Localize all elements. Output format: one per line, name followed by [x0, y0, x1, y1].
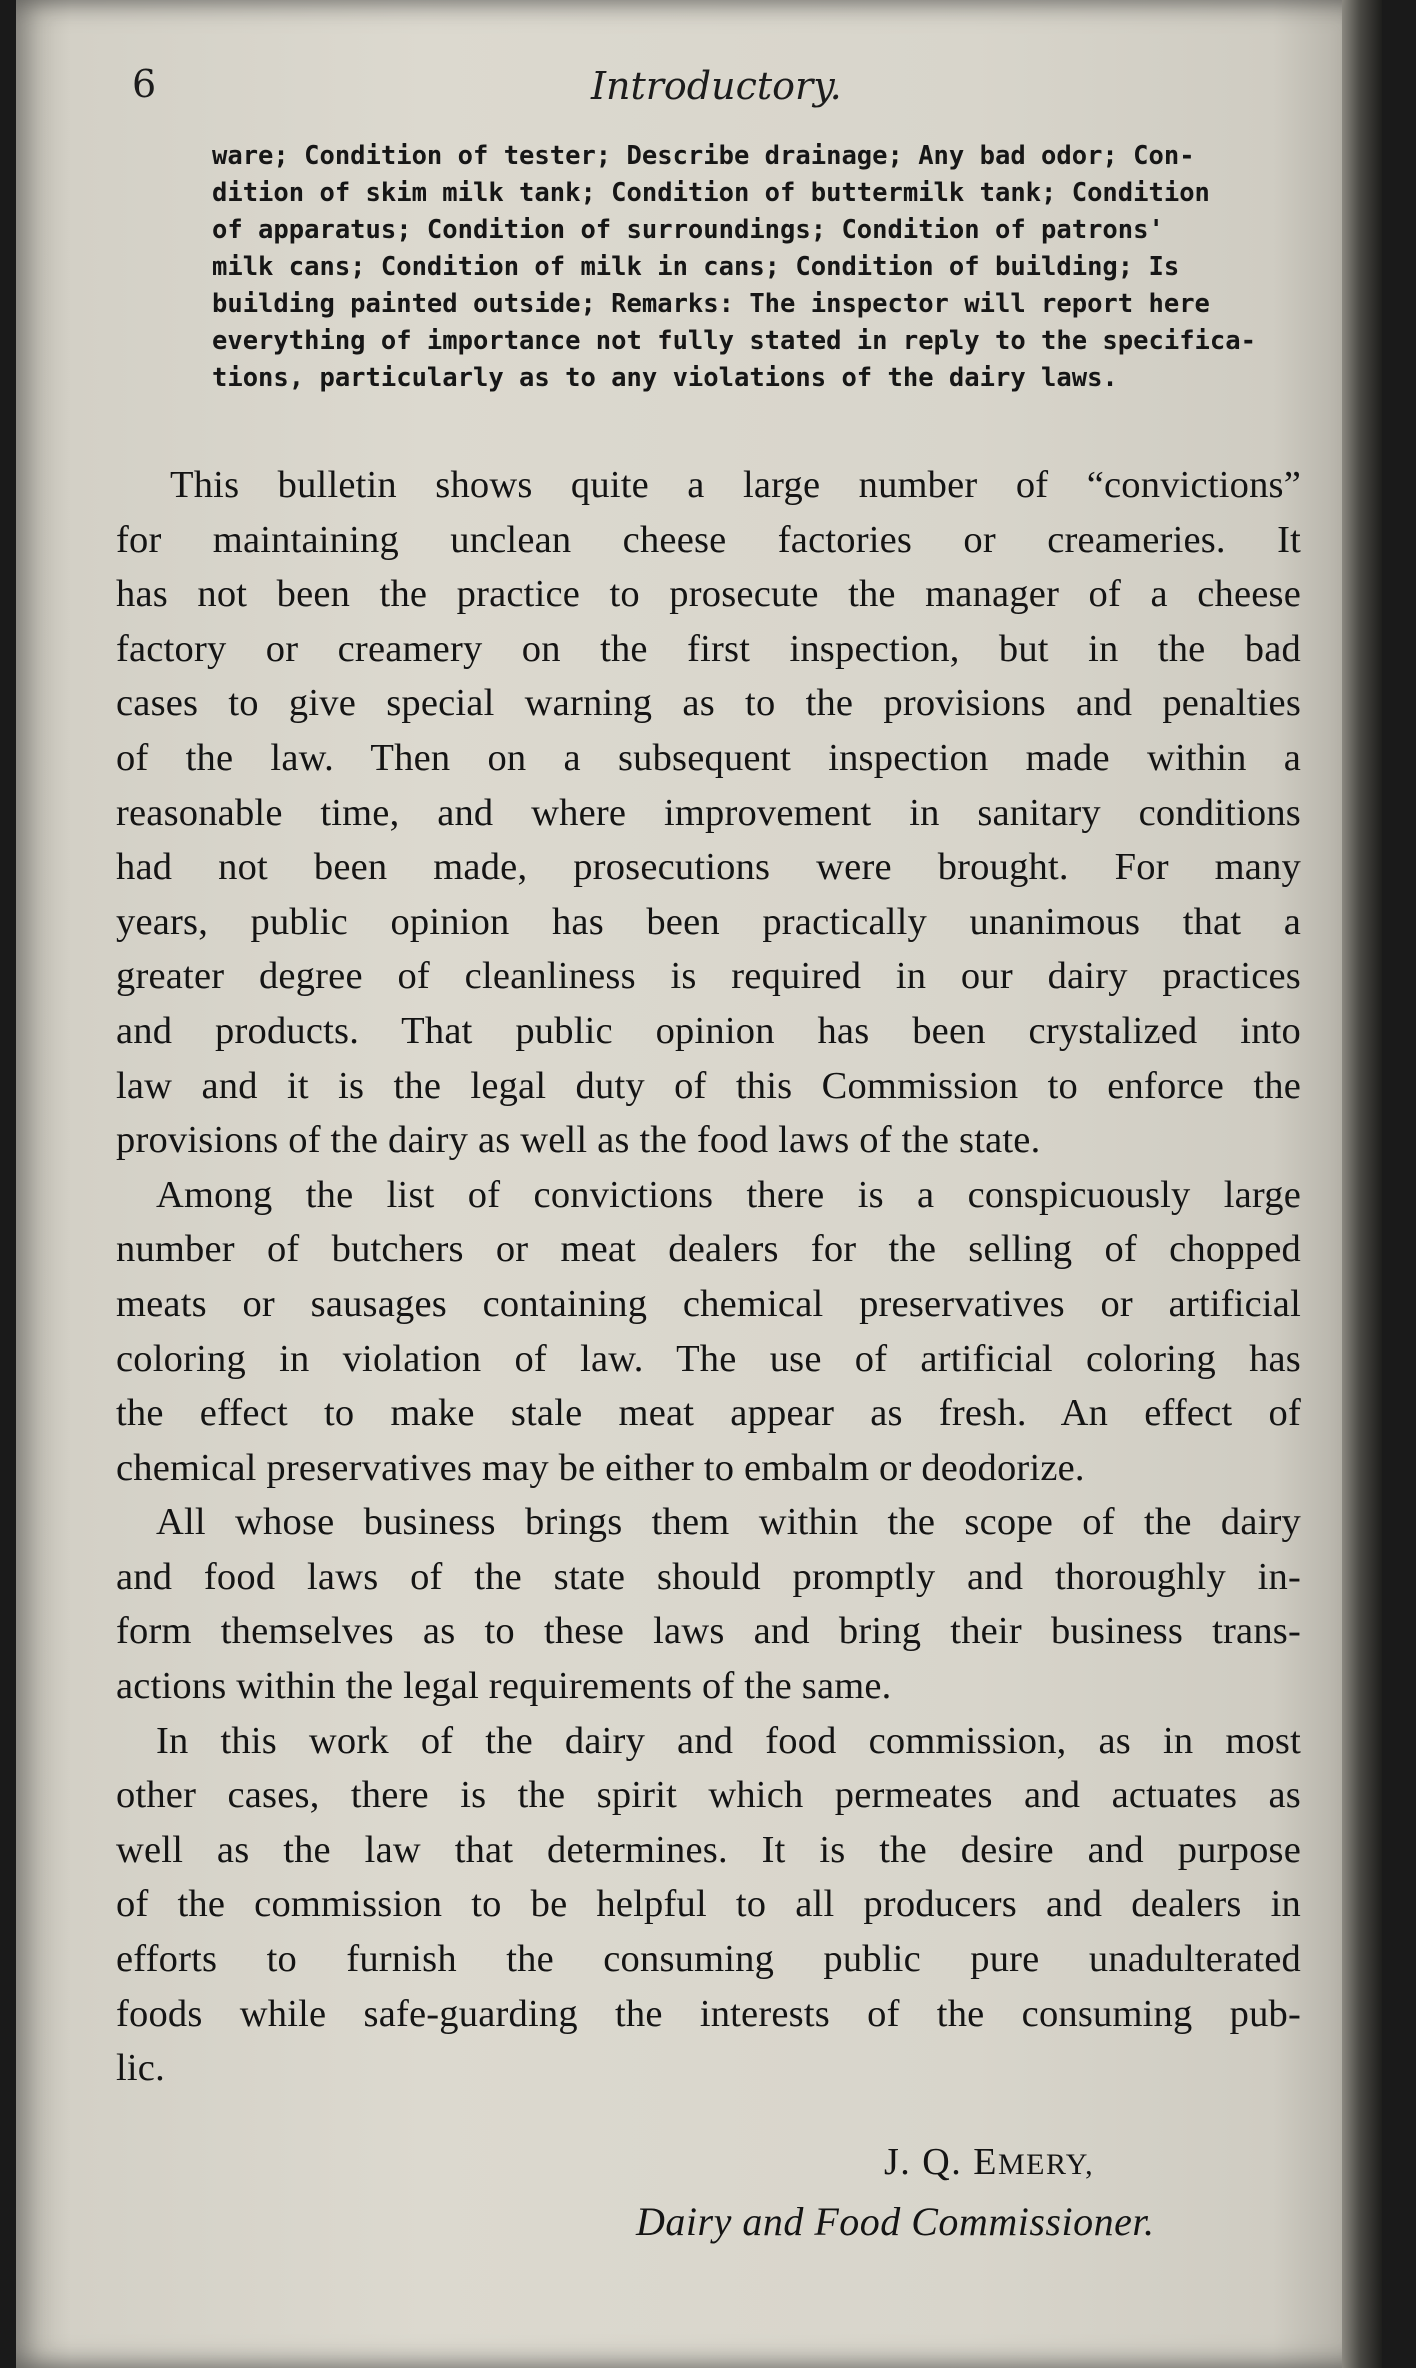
- text-line: number of butchers or meat dealers for the selling of chopped: [116, 1228, 1301, 1271]
- text-line: Among the list of convictions there is a conspicuously large: [156, 1173, 1301, 1216]
- paragraph-commission: [116, 1714, 1301, 2096]
- text-line: All whose business brings them within the scope of the dairy: [156, 1501, 1301, 1544]
- page-number: 6: [132, 62, 157, 106]
- signatory-name-rest: MERY,: [997, 2148, 1095, 2181]
- text-line: years, public opinion has been practically unanimous that a: [116, 900, 1301, 943]
- book-page: [16, 0, 1382, 2368]
- text-line: law and it is the legal duty of this Commission to enforce the: [116, 1064, 1301, 1107]
- text-line: This bulletin shows quite a large number of “convictions”: [170, 464, 1301, 506]
- page-header: [16, 62, 1382, 122]
- text-line: coloring in violation of law. The use of artificial coloring has: [116, 1337, 1301, 1380]
- text-line: had not been made, prosecutions were brought. For many: [116, 846, 1301, 889]
- text-line: well as the law that determines. It is the desire and purpose: [116, 1828, 1301, 1871]
- text-line: of the commission to be helpful to all producers and dealers in: [116, 1883, 1301, 1926]
- small-print-line: tions, particularly as to any violations of the dairy laws.: [212, 363, 1118, 393]
- text-line: and food laws of the state should promptly and thoroughly in-: [116, 1555, 1301, 1598]
- paragraph-business: [116, 1495, 1301, 1713]
- text-line: foods while safe-guarding the interests of the consuming pub-: [116, 1992, 1301, 2035]
- text-line: has not been the practice to prosecute the manager of a cheese: [116, 573, 1301, 616]
- text-line: chemical preservatives may be either to embalm or deodorize.: [116, 1446, 1085, 1489]
- text-line: provisions of the dairy as well as the food laws of the state.: [116, 1119, 1041, 1162]
- text-line: other cases, there is the spirit which permeates and actuates as: [116, 1774, 1301, 1817]
- text-line: meats or sausages containing chemical preservatives or artificial: [116, 1282, 1301, 1325]
- text-line: efforts to furnish the consuming public pure unadulterated: [116, 1938, 1301, 1981]
- running-title: Introductory.: [591, 64, 842, 108]
- text-line: for maintaining unclean cheese factories or creameries. It: [116, 518, 1301, 561]
- paragraph-butchers: [116, 1168, 1301, 1496]
- signatory-title: Dairy and Food Commissioner.: [636, 2199, 1155, 2244]
- small-print-line: everything of importance not fully stated in reply to the specifica-: [212, 326, 1256, 356]
- text-line: cases to give special warning as to the provisions and penalties: [116, 682, 1301, 725]
- text-line: the effect to make stale meat appear as fresh. An effect of: [116, 1392, 1301, 1435]
- signatory-name: [884, 2140, 1094, 2184]
- small-print-line: building painted outside; Remarks: The inspector will report here: [212, 289, 1210, 319]
- signatory-name-initials: J. Q. E: [884, 2141, 998, 2183]
- small-print-block: [212, 138, 1310, 397]
- small-print-line: ware; Condition of tester; Describe drainage; Any bad odor; Con-: [212, 141, 1195, 171]
- page-gutter-shadow: [1342, 0, 1382, 2368]
- small-print-line: dition of skim milk tank; Condition of buttermilk tank; Condition: [212, 178, 1210, 208]
- text-line: greater degree of cleanliness is required in our dairy practices: [116, 955, 1301, 998]
- text-line: reasonable time, and where improvement in sanitary conditions: [116, 791, 1301, 834]
- body-text: [116, 458, 1301, 2096]
- text-line: and products. That public opinion has been crystalized into: [116, 1009, 1301, 1052]
- text-line: In this work of the dairy and food commission, as in most: [156, 1719, 1301, 1762]
- signature-block: [16, 2140, 1382, 2260]
- text-line: factory or creamery on the first inspection, but in the bad: [116, 627, 1301, 670]
- text-line: form themselves as to these laws and bring their business trans-: [116, 1610, 1301, 1653]
- text-line: of the law. Then on a subsequent inspection made within a: [116, 736, 1301, 779]
- small-print-line: milk cans; Condition of milk in cans; Condition of building; Is: [212, 252, 1180, 282]
- paragraph-convictions: [116, 458, 1301, 1168]
- small-print-line: of apparatus; Condition of surroundings; Condition of patrons': [212, 215, 1164, 245]
- text-line: lic.: [116, 2047, 165, 2090]
- text-line: actions within the legal requirements of the same.: [116, 1665, 892, 1708]
